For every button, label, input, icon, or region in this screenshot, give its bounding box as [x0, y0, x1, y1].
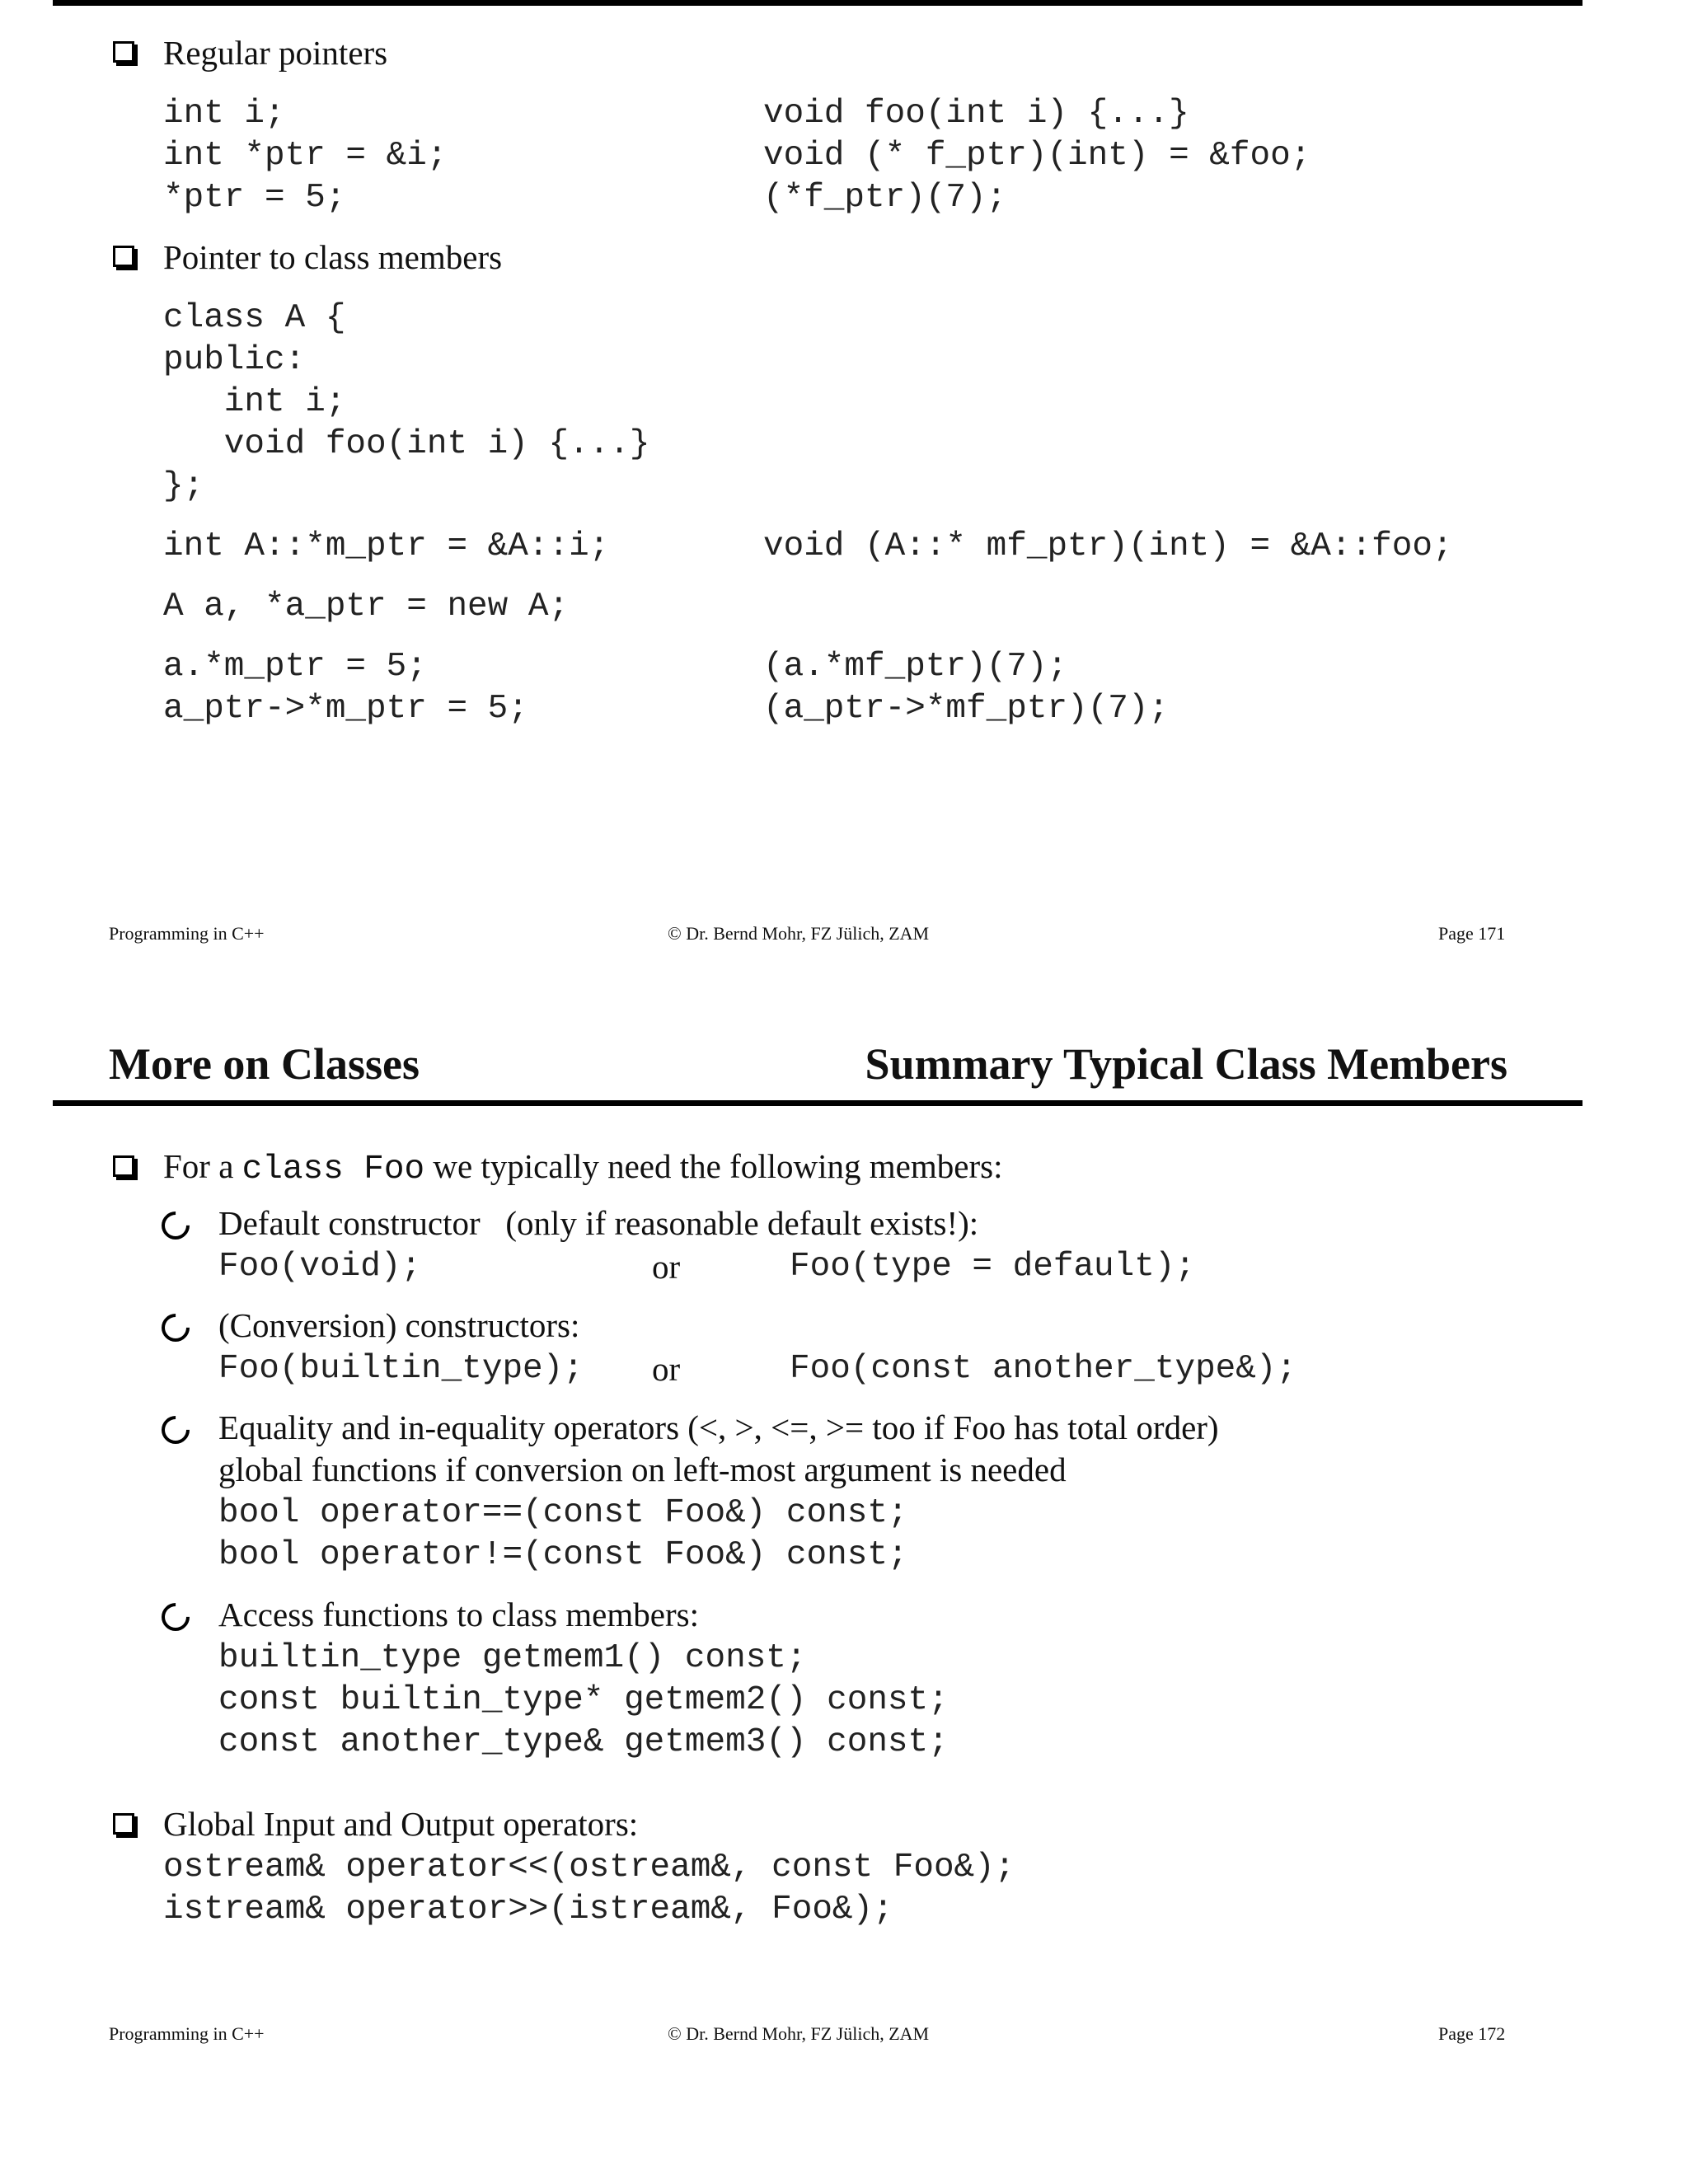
or-label: or [652, 1248, 681, 1286]
page-title: More on Classes [109, 1039, 420, 1089]
item-text: Access functions to class members: [218, 1596, 699, 1633]
code-line: Foo(type = default); [790, 1248, 1196, 1286]
bullet-io-operators: Global Input and Output operators: [163, 1805, 639, 1843]
code-line: void foo(int i) {...} [163, 425, 650, 463]
code-line: }; [163, 467, 204, 505]
code-line: Foo(builtin_type); [218, 1350, 584, 1388]
top-rule [53, 0, 1582, 6]
code-line: int i; [163, 383, 346, 421]
item-text: Equality and in-equality operators (<, >, <=, >= too if Foo has total order) [218, 1408, 1219, 1446]
bullet-pointer-to-members: Pointer to class members [163, 238, 503, 276]
code-line: ostream& operator<<(ostream&, const Foo&); [163, 1849, 1015, 1886]
footer-center: © Dr. Bernd Mohr, FZ Jülich, ZAM [668, 923, 930, 944]
code-line: (a.*mf_ptr)(7); [763, 648, 1068, 686]
footer-page-number: Page 171 [1438, 923, 1506, 944]
square-bullet-icon [113, 1155, 134, 1177]
code-line: const another_type& getmem3() const; [218, 1723, 949, 1761]
intro-line [163, 1145, 1002, 1191]
item-text: (Conversion) constructors: [218, 1306, 580, 1344]
code-line: public: [163, 341, 306, 379]
code-line: Foo(void); [218, 1248, 422, 1286]
square-bullet-icon [113, 246, 134, 267]
code-line: bool operator!=(const Foo&) const; [218, 1536, 908, 1574]
footer-left: Programming in C++ [109, 2023, 265, 2044]
item-text: Default constructor (only if reasonable default exists!): [218, 1204, 979, 1242]
code-line: *ptr = 5; [163, 179, 346, 217]
footer-left: Programming in C++ [109, 923, 265, 944]
page-subtitle: Summary Typical Class Members [865, 1039, 1507, 1089]
code-line: Foo(const another_type&); [790, 1350, 1297, 1388]
code-line: (a_ptr->*mf_ptr)(7); [763, 690, 1170, 728]
code-line: a.*m_ptr = 5; [163, 648, 427, 686]
or-label: or [652, 1350, 681, 1388]
footer-center: © Dr. Bernd Mohr, FZ Jülich, ZAM [668, 2023, 930, 2044]
code-line: int i; [163, 95, 285, 133]
circle-bullet-icon [156, 1206, 195, 1245]
code-line: void (A::* mf_ptr)(int) = &A::foo; [763, 527, 1453, 565]
code-line: class A { [163, 299, 346, 337]
bullet-regular-pointers: Regular pointers [163, 34, 388, 72]
code-line: builtin_type getmem1() const; [218, 1639, 807, 1677]
intro-code: class Foo [241, 1151, 425, 1188]
code-line: const builtin_type* getmem2() const; [218, 1681, 949, 1719]
item-text-2: global functions if conversion on left-most argument is needed [218, 1451, 1067, 1488]
code-line: int A::*m_ptr = &A::i; [163, 527, 610, 565]
code-line: a_ptr->*m_ptr = 5; [163, 690, 528, 728]
square-bullet-icon [113, 1813, 134, 1835]
code-line: A a, *a_ptr = new A; [163, 588, 570, 626]
circle-bullet-icon [156, 1597, 195, 1637]
code-line: bool operator==(const Foo&) const; [218, 1494, 908, 1532]
code-line: istream& operator>>(istream&, Foo&); [163, 1891, 893, 1929]
circle-bullet-icon [156, 1410, 195, 1450]
circle-bullet-icon [156, 1308, 195, 1347]
intro-text: we typically need the following members: [424, 1147, 1003, 1185]
title-rule [53, 1100, 1582, 1106]
code-line: (*f_ptr)(7); [763, 179, 1007, 217]
footer-page-number: Page 172 [1438, 2023, 1506, 2044]
code-line: int *ptr = &i; [163, 137, 448, 175]
code-line: void (* f_ptr)(int) = &foo; [763, 137, 1311, 175]
intro-text: For a [163, 1147, 242, 1185]
square-bullet-icon [113, 41, 134, 63]
code-line: void foo(int i) {...} [763, 95, 1189, 133]
